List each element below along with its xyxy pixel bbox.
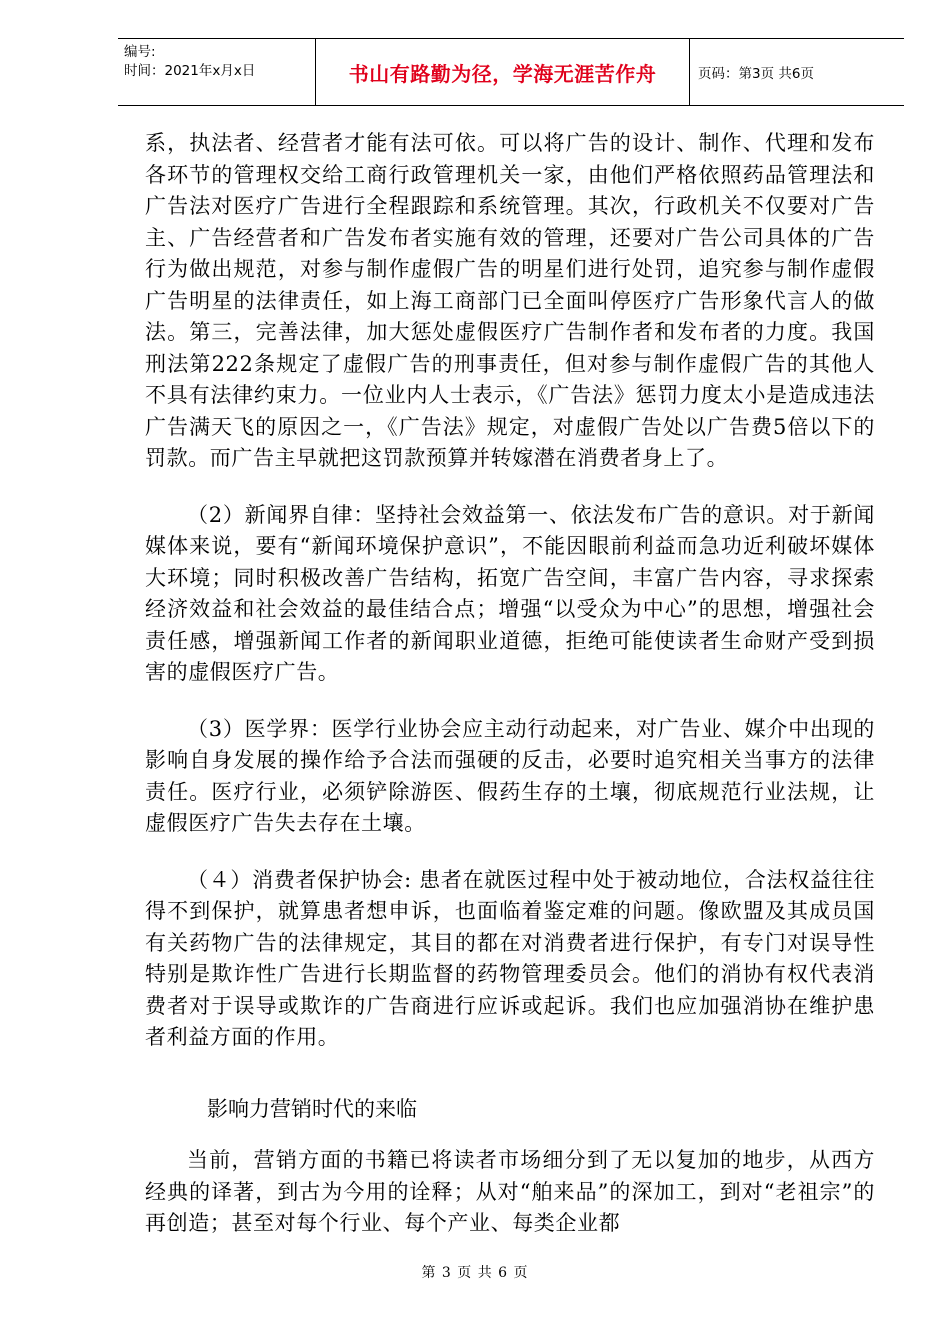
paragraph-legal-regulation: 系，执法者、经营者才能有法可依。可以将广告的设计、制作、代理和发布各环节的管理权交给工商行政管理机关一家，由他们严格依照药品管理法和广告法对医疗广告进行全程跟踪和系统管理。其次，行政机关不仅要对广告主、广告经营者和广告发布者实施有效的管理，还要对广告公司具体的广告行为做出规范，对参与制作虚假广告的明星们进行处罚，追究参与制作虚假广告明星的法律责任，如上海工商部门已全面叫停医疗广告形象代言人的做法。第三，完善法律，加大惩处虚假医疗广告制作者和发布者的力度。我国刑法第222条规定了虚假广告的刑事责任，但对参与制作虚假广告的其他人不具有法律约束力。一位业内人士表示，《广告法》惩罚力度太小是造成违法广告满天飞的原因之一，《广告法》规定，对虚假广告处以广告费5倍以下的罚款。而广告主早就把这罚款预算并转嫁潜在消费者身上了。 [145,131,875,470]
document-body [145,128,875,1240]
page-footer: 第 3 页 共 6 页 [421,1265,529,1281]
header-page-info: 页码：第3页 共6页 [698,66,814,82]
paragraph-consumer-association: （４）消费者保护协会: 患者在就医过程中处于被动地位，合法权益往往得不到保护，就算患者想申诉，也面临着鉴定难的问题。像欧盟及其成员国有关药物广告的法律规定，其目的都在对消费者进行保护，有专门对误导性特别是欺诈性广告进行长期监督的药物管理委员会。他们的消协有权代表消费者对于误导或欺诈的广告商进行应诉或起诉。我们也应加强消协在维护患者利益方面的作用。 [145,867,875,1049]
header-motto: 书山有路勤为径，学海无涯苦作舟 [316,39,690,105]
document-header [118,38,904,106]
header-meta-cell [118,39,316,105]
serial-number-label: 编号: [124,44,156,60]
date-label: 时间：2021年x月x日 [124,63,256,79]
paragraph-medical-community: （3）医学界：医学行业协会应主动行动起来，对广告业、媒介中出现的影响自身发展的操作给予合法而强硬的反击，必要时追究相关当事方的法律责任。医疗行业，必须铲除游医、假药生存的土壤，彻底规范行业法规，让虚假医疗广告失去存在土壤。 [145,716,875,835]
paragraph-press-self-discipline: （2）新闻界自律：坚持社会效益第一、依法发布广告的意识。对于新闻媒体来说，要有“新闻环境保护意识”，不能因眼前利益而急功近利破坏媒体大环境；同时积极改善广告结构，拓宽广告空间，丰富广告内容，寻求探索经济效益和社会效益的最佳结合点；增强“以受众为中心”的思想，增强社会责任感，增强新闻工作者的新闻职业道德，拒绝可能使读者生命财产受到损害的虚假医疗广告。 [145,502,875,684]
paragraph-marketing-intro: 当前，营销方面的书籍已将读者市场细分到了无以复加的地步，从西方经典的译著，到古为今用的诠释；从对“舶来品”的深加工，到对“老祖宗”的再创造；甚至对每个行业、每个产业、每类企业都 [145,1148,875,1235]
section-heading: 影响力营销时代的来临 [207,1096,417,1121]
